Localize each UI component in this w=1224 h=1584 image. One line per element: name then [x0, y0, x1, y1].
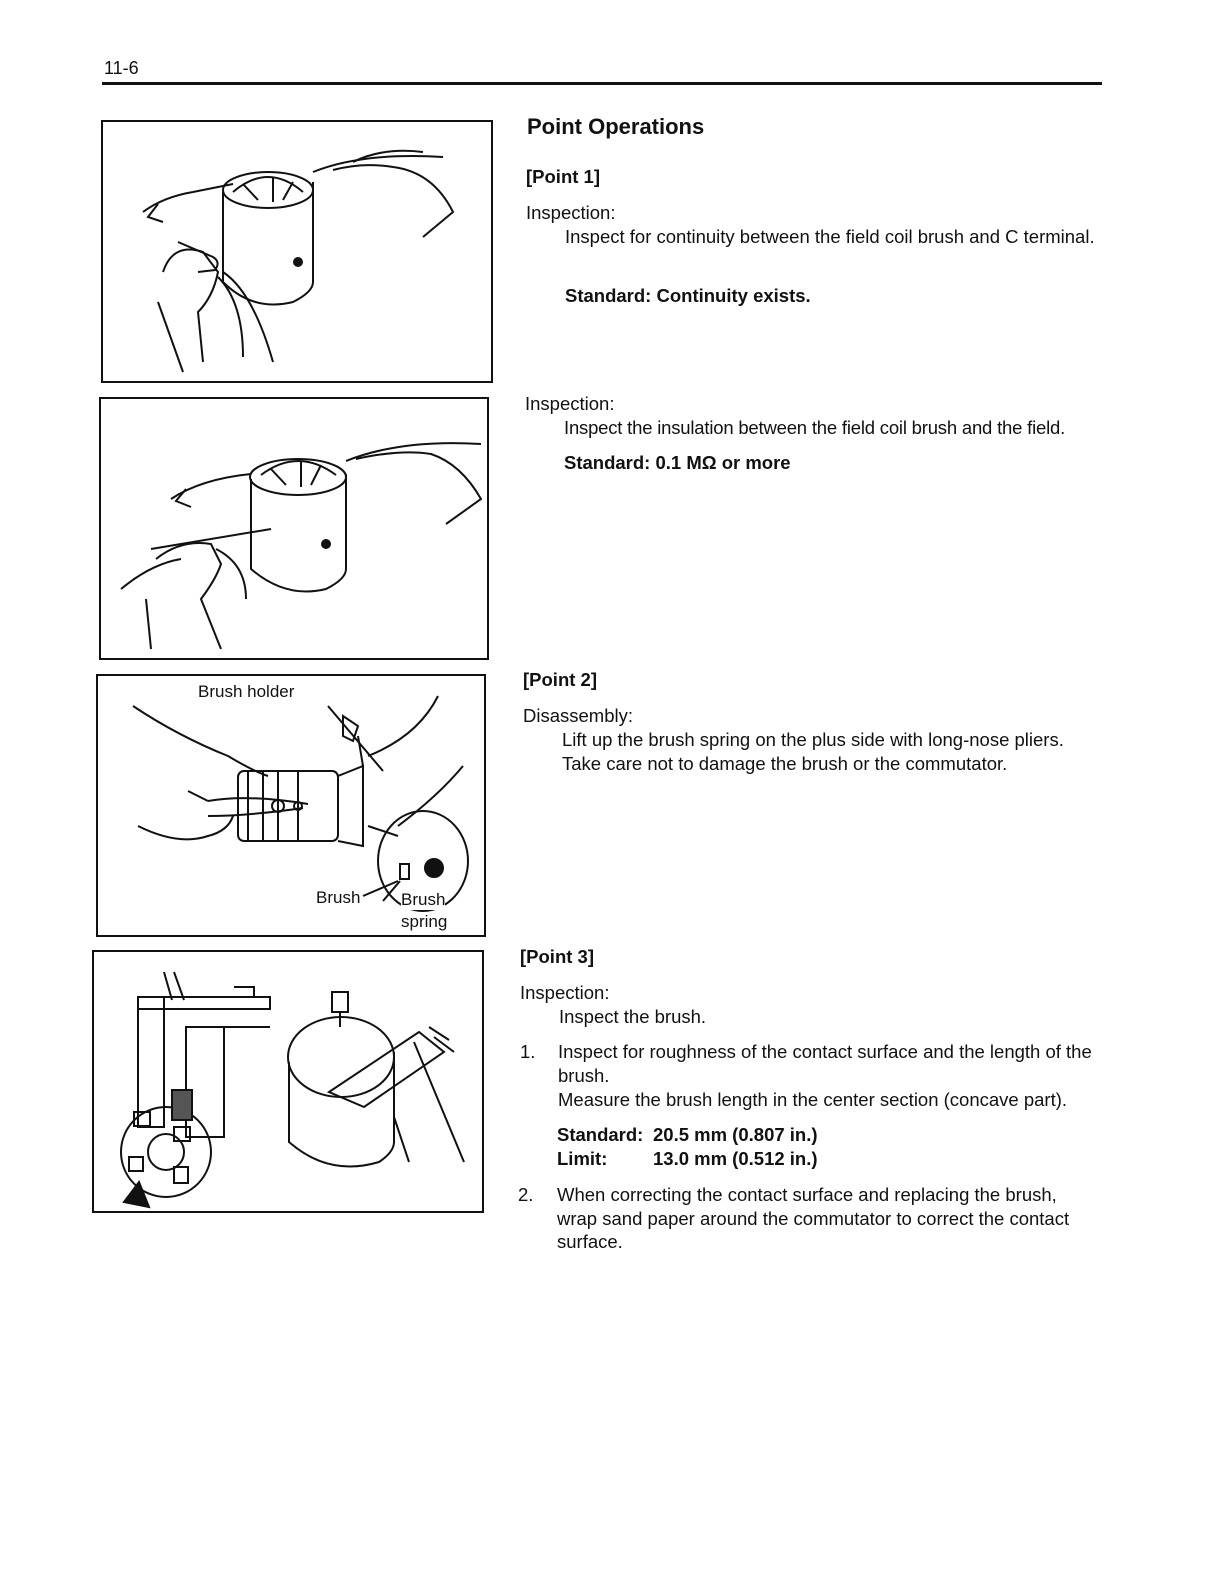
standard-value: 20.5 mm (0.807 in.): [653, 1124, 818, 1145]
point3-label: [Point 3]: [520, 946, 594, 967]
standard-label: Standard:: [557, 1124, 644, 1145]
insulation-test-illustration: [101, 399, 487, 658]
label-brush-spring-1: Brush: [401, 890, 446, 909]
point2-line-2: Take care not to damage the brush or the commutator.: [562, 753, 1008, 774]
point3-item2-text: When correcting the contact surface and replacing the brush, wrap sand paper around the commutator to correct the contact surface.: [557, 1184, 1070, 1252]
label-brush: Brush: [316, 888, 361, 907]
point3-item1-text2: Measure the brush length in the center section (concave part).: [558, 1089, 1068, 1110]
figure-brush-measurement: [92, 950, 484, 1213]
point2-label: [Point 2]: [523, 669, 597, 690]
brush-measurement-illustration: [94, 952, 482, 1211]
point3-standard: [557, 1123, 818, 1170]
limit-label: Limit:: [557, 1147, 608, 1169]
point3-item1-text: Inspect for roughness of the contact surface and the length of the brush.: [558, 1041, 1092, 1086]
point1-step2-standard: Standard: 0.1 MΩ or more: [564, 452, 791, 473]
point1-label: [Point 1]: [526, 166, 600, 187]
point3-heading: Inspection:: [520, 982, 610, 1003]
point1-step1-standard: Standard: Continuity exists.: [565, 285, 811, 306]
section-title: Point Operations: [527, 114, 705, 139]
label-brush-holder: Brush holder: [198, 682, 295, 701]
point1-step2-heading: Inspection:: [525, 393, 615, 414]
point3-item2-number: 2.: [518, 1184, 534, 1205]
point1-step1-heading: Inspection:: [526, 202, 616, 223]
point3-item1-number: 1.: [520, 1041, 536, 1062]
header-rule: [102, 82, 1102, 85]
continuity-test-illustration: [103, 122, 491, 381]
figure-continuity-test: [101, 120, 493, 383]
page-number: 11-6: [104, 58, 139, 78]
point1-step2-body: Inspect the insulation between the field coil brush and the field.: [564, 417, 1066, 438]
limit-value: 13.0 mm (0.512 in.): [653, 1147, 818, 1169]
figure-insulation-test: [99, 397, 489, 660]
point1-step1-body: Inspect for continuity between the field coil brush and C terminal.: [565, 226, 1095, 247]
point3-intro: Inspect the brush.: [559, 1006, 707, 1027]
point2-line-1: Lift up the brush spring on the plus side with long-nose pliers.: [562, 729, 1064, 750]
point2-heading: Disassembly:: [523, 705, 633, 726]
figure-brush-disassembly: [96, 674, 486, 937]
label-brush-spring-2: spring: [401, 912, 448, 931]
